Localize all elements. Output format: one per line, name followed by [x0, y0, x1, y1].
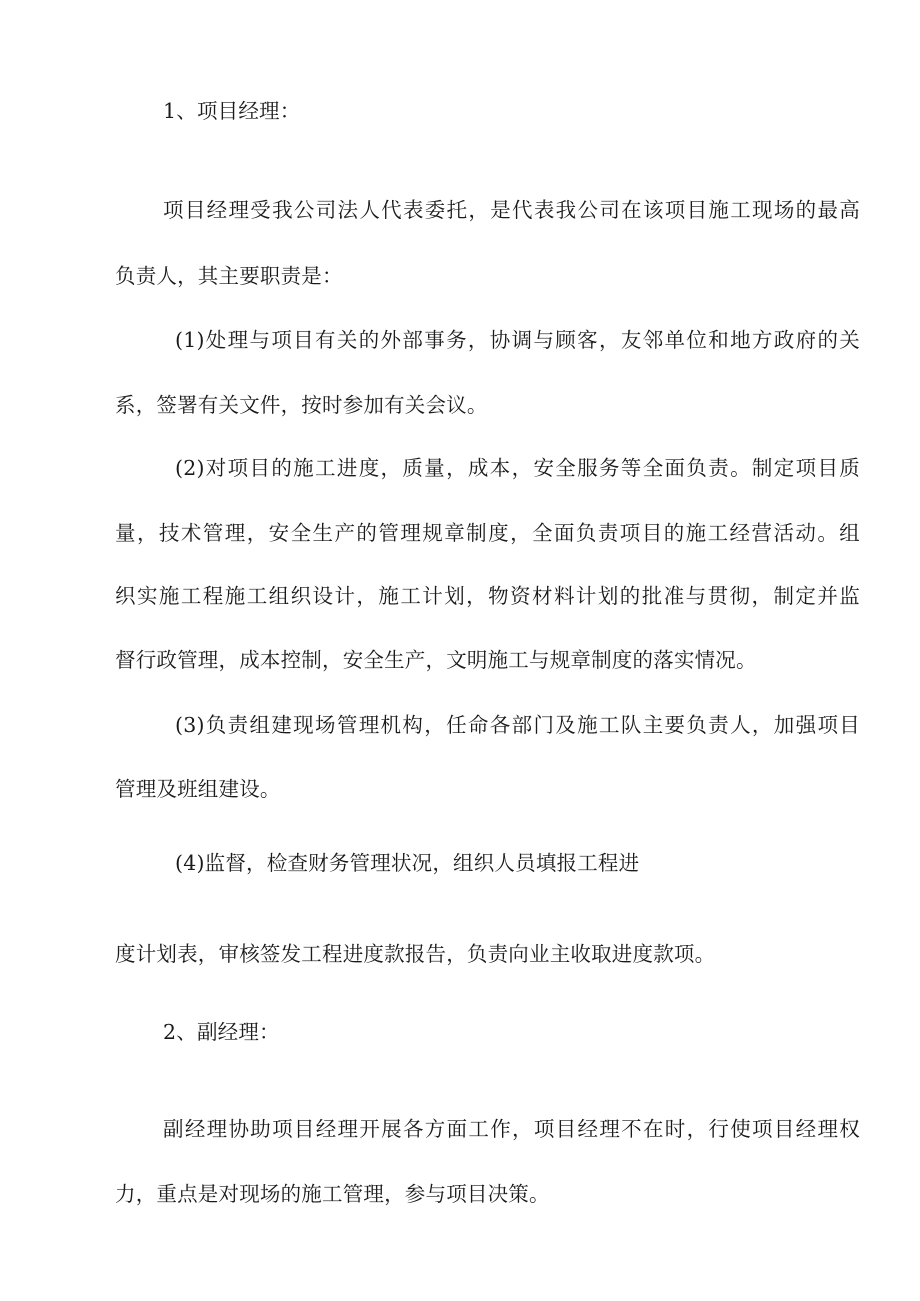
- paragraph-line: 项目经理受我公司法人代表委托，是代表我公司在该项目施工现场的最高: [163, 198, 860, 222]
- list-item-line: 系，签署有关文件，按时参加有关会议。: [115, 393, 488, 417]
- list-item-line: 度计划表，审核签发工程进度款报告，负责向业主收取进度款项。: [115, 942, 716, 966]
- paragraph-line: 负责人，其主要职责是：: [115, 264, 343, 288]
- list-item-line: (2)对项目的施工进度，质量，成本，安全服务等全面负责。制定项目质: [175, 456, 860, 480]
- list-item-line: (1)处理与项目有关的外部事务，协调与顾客，友邻单位和地方政府的关: [175, 328, 860, 352]
- section-heading-deputy-manager: 2、副经理：: [163, 1020, 280, 1044]
- section-heading-project-manager: 1、项目经理：: [163, 99, 301, 123]
- list-item-line: 织实施工程施工组织设计，施工计划，物资材料计划的批准与贯彻，制定并监: [115, 584, 860, 608]
- list-item-line: (3)负责组建现场管理机构，任命各部门及施工队主要负责人，加强项目: [175, 713, 860, 737]
- paragraph-line: 副经理协助项目经理开展各方面工作，项目经理不在时，行使项目经理权: [163, 1117, 860, 1141]
- list-item-line: 管理及班组建设。: [115, 777, 281, 801]
- list-item-line: (4)监督，检查财务管理状况，组织人员填报工程进: [175, 851, 640, 875]
- paragraph-line: 力，重点是对现场的施工管理，参与项目决策。: [115, 1182, 550, 1206]
- list-item-line: 量，技术管理，安全生产的管理规章制度，全面负责项目的施工经营活动。组: [115, 521, 860, 545]
- list-item-line: 督行政管理，成本控制，安全生产，文明施工与规章制度的落实情况。: [115, 648, 757, 672]
